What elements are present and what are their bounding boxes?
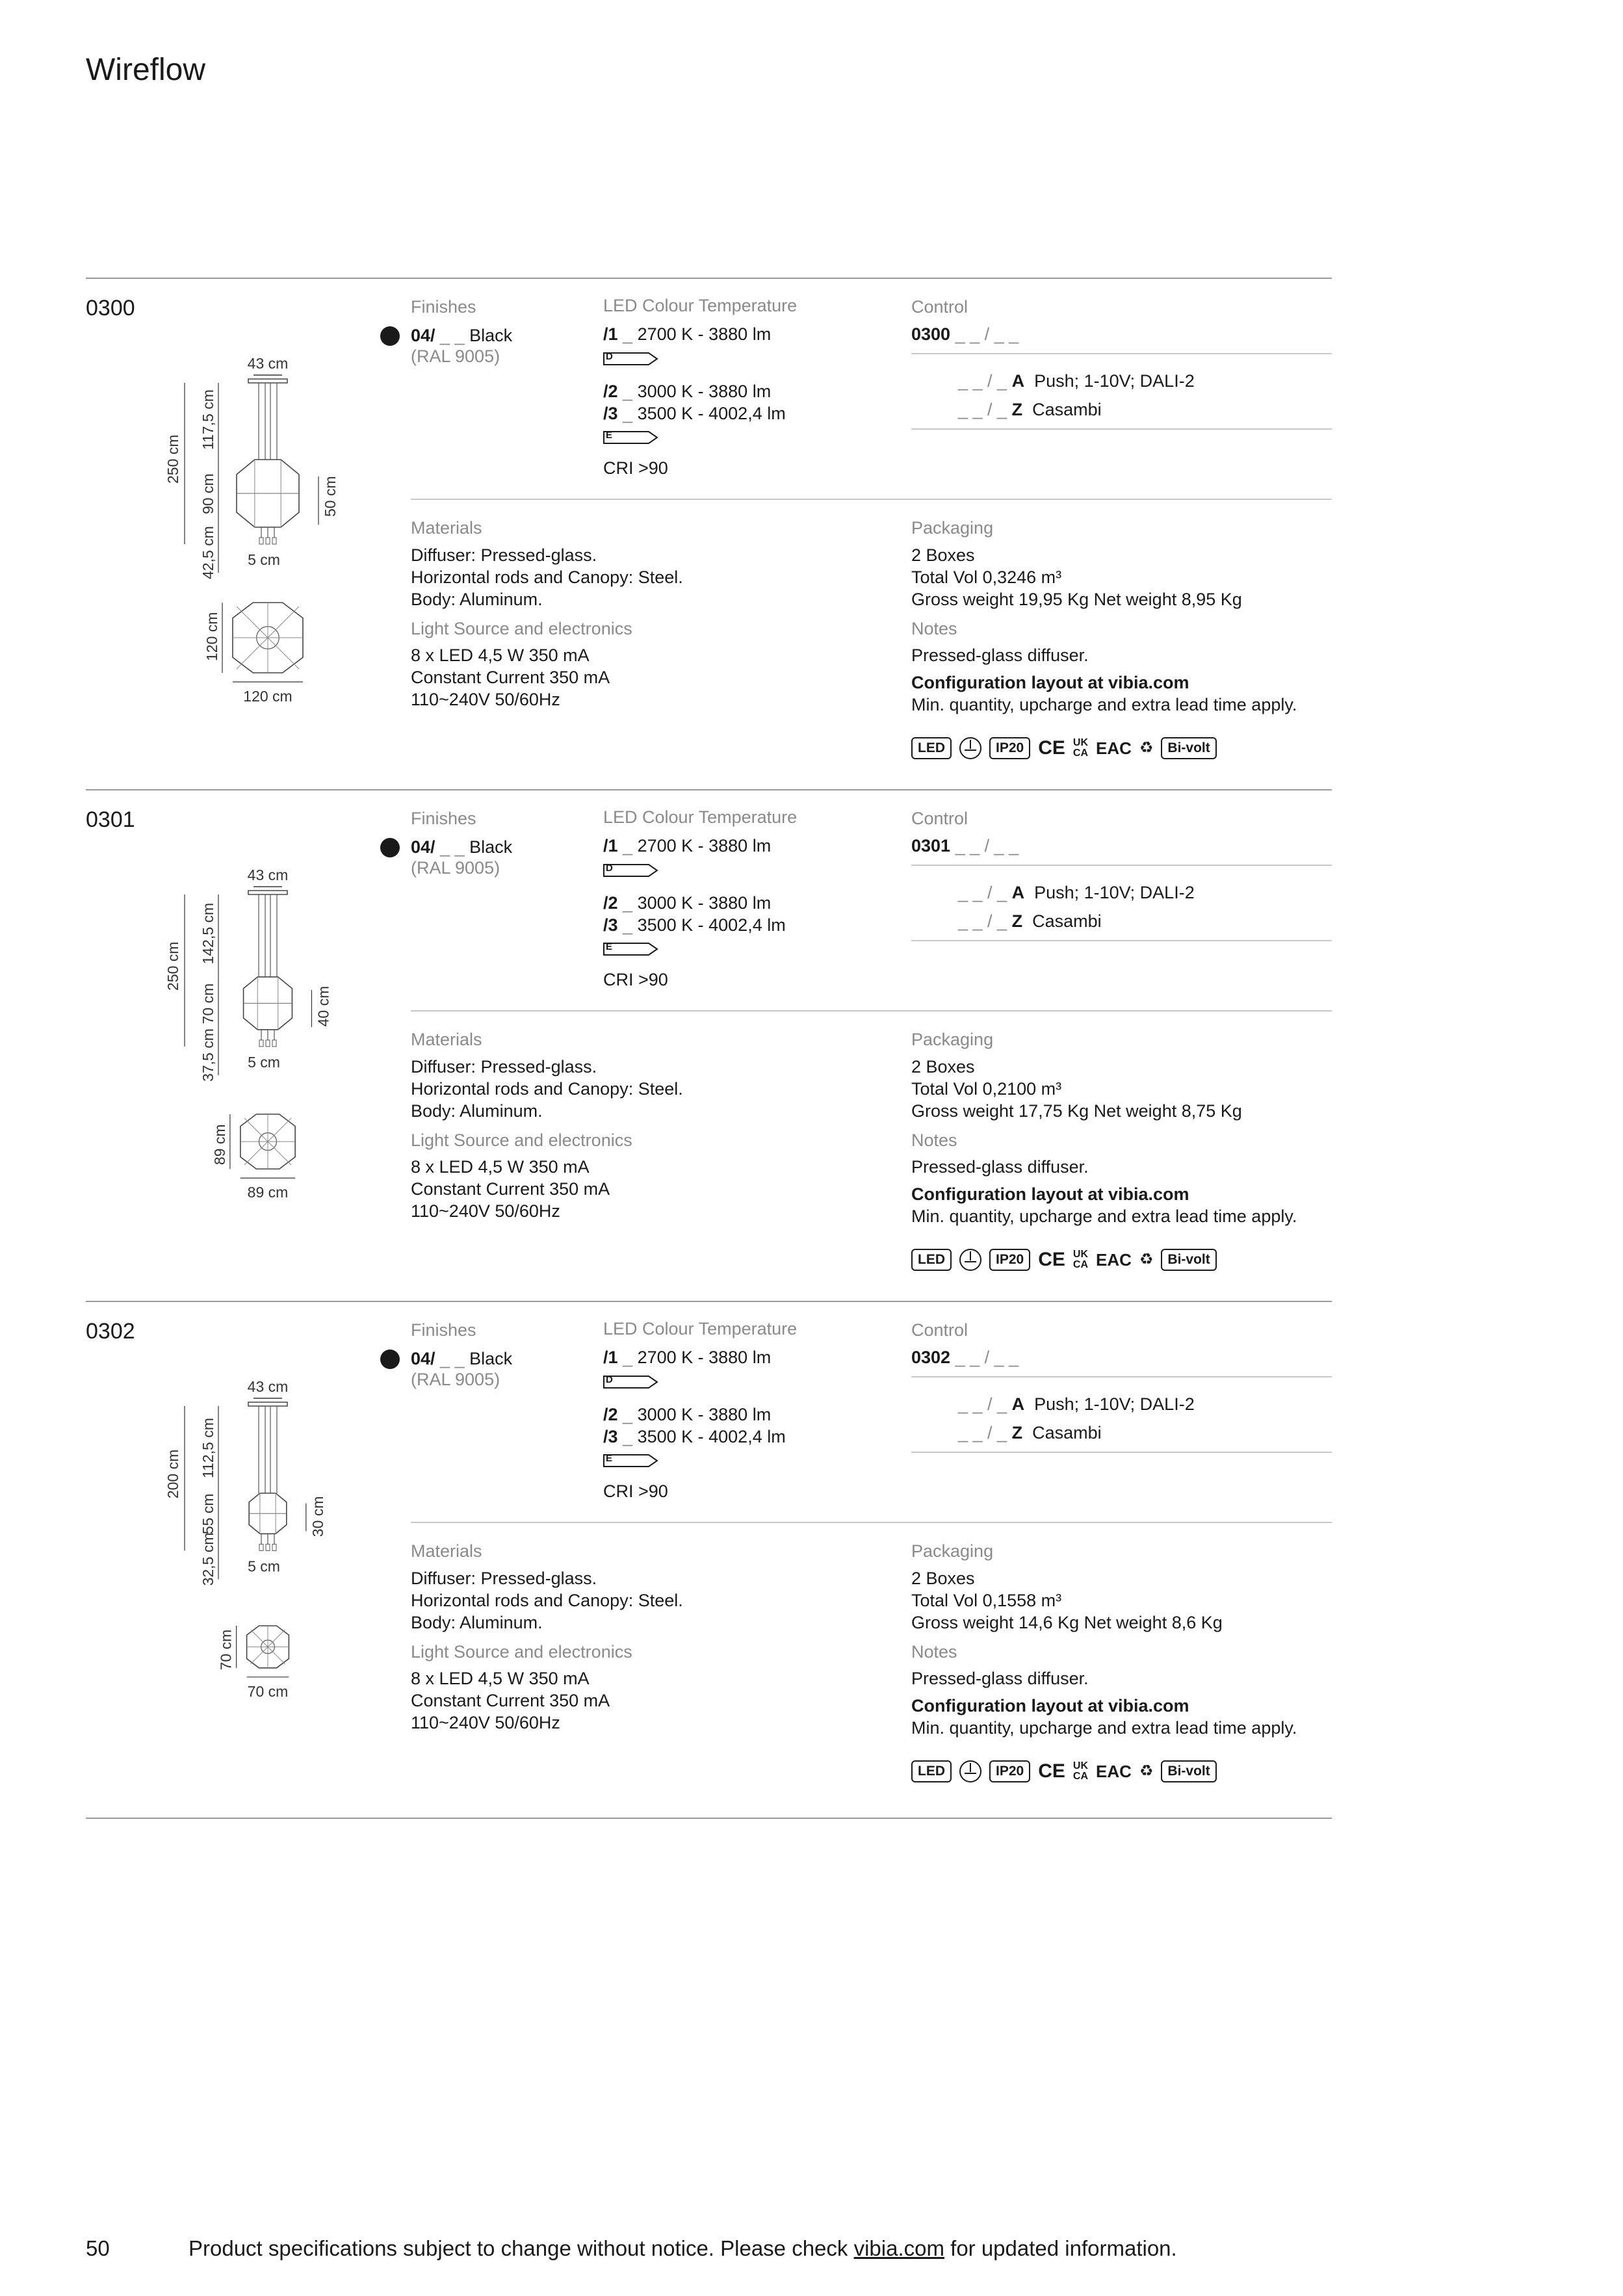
packaging-line: Total Vol 0,1558 m³ [911, 1591, 1062, 1610]
product-drawing [125, 355, 411, 705]
control-divider [911, 1376, 1332, 1377]
ip-rating-badge: IP20 [989, 1249, 1030, 1271]
packaging-line: 2 Boxes [911, 1569, 975, 1588]
materials-line: Diffuser: Pressed-glass. [411, 545, 597, 565]
section-divider [86, 1818, 1332, 1819]
page-title: Wireflow [86, 53, 206, 87]
spec-divider [411, 499, 1332, 500]
materials-line: Horizontal rods and Canopy: Steel. [411, 1591, 683, 1610]
notes-line: Pressed-glass diffuser. [911, 1669, 1089, 1688]
product-code: 0301 [86, 807, 135, 832]
dim-cable: 142,5 cm [200, 902, 216, 965]
spec-divider [411, 1522, 1332, 1523]
notes-heading: Notes [911, 1130, 957, 1150]
product-drawing [125, 867, 411, 1205]
packaging-heading: Packaging [911, 1030, 994, 1049]
energy-class-label: E [603, 431, 658, 444]
packaging-line: 2 Boxes [911, 545, 975, 565]
dim-side-height: 40 cm [315, 985, 332, 1027]
product-block [86, 1301, 1332, 1812]
control-option-z: _ _ / _ Z Casambi [958, 911, 1102, 931]
energy-class-label: D [603, 864, 658, 877]
bivolt-badge: Bi-volt [1161, 1249, 1216, 1271]
dim-top-width: 43 cm [247, 1378, 289, 1395]
dim-drop: 37,5 cm [200, 1028, 216, 1082]
notes-line: Pressed-glass diffuser. [911, 646, 1089, 665]
led-option-3: /3 _ 3500 K - 4002,4 lm [603, 1427, 786, 1446]
control-code: 0302 _ _ / _ _ [911, 1348, 1019, 1367]
dim-total-height: 250 cm [164, 434, 181, 484]
dim-plan-width: 89 cm [247, 1184, 289, 1201]
materials-line: Body: Aluminum. [411, 1613, 543, 1632]
light-source-line: 110~240V 50/60Hz [411, 1713, 560, 1732]
dim-top-width: 43 cm [247, 867, 289, 883]
led-badge: LED [911, 1249, 952, 1271]
control-divider [911, 940, 1332, 941]
led-option-2: /2 _ 3000 K - 3880 lm [603, 893, 772, 913]
footer [86, 2236, 1177, 2261]
certification-badges [911, 1758, 1217, 1784]
light-source-heading: Light Source and electronics [411, 619, 632, 638]
control-heading: Control [911, 1320, 968, 1340]
recycling-icon: ♻ [1139, 739, 1154, 757]
product-code: 0302 [86, 1319, 135, 1344]
control-heading: Control [911, 297, 968, 317]
product-divider [86, 789, 1332, 790]
page-number: 50 [86, 2236, 110, 2260]
packaging-heading: Packaging [911, 518, 994, 538]
cri-value: CRI >90 [603, 970, 668, 989]
ukca-mark-icon: UK CA [1072, 737, 1088, 759]
dim-body: 55 cm [200, 1493, 216, 1535]
ip-rating-badge: IP20 [989, 1760, 1030, 1782]
cri-value: CRI >90 [603, 458, 668, 478]
bivolt-badge: Bi-volt [1161, 1760, 1216, 1782]
eac-mark-icon: EAC [1096, 1762, 1132, 1781]
control-code: 0300 _ _ / _ _ [911, 324, 1019, 344]
materials-line: Horizontal rods and Canopy: Steel. [411, 567, 683, 587]
footer-text-end: for updated information. [944, 2236, 1177, 2260]
ukca-mark-icon: UK CA [1072, 1249, 1088, 1270]
energy-class-label: D [603, 352, 658, 365]
packaging-line: Total Vol 0,2100 m³ [911, 1079, 1062, 1099]
dimension-drawing [125, 1379, 411, 1717]
cri-value: CRI >90 [603, 1481, 668, 1501]
dim-bulb: 5 cm [248, 551, 280, 568]
finish-option: 04/ _ _ Black [411, 1349, 513, 1368]
dim-body: 70 cm [200, 983, 216, 1024]
packaging-line: Total Vol 0,3246 m³ [911, 567, 1062, 587]
control-option-z: _ _ / _ Z Casambi [958, 400, 1102, 419]
product-block [86, 278, 1332, 789]
finish-swatch [380, 326, 400, 346]
notes-config-link[interactable]: Configuration layout at vibia.com [911, 673, 1189, 692]
led-option-1: /1 _ 2700 K - 3880 lm [603, 1348, 772, 1367]
packaging-heading: Packaging [911, 1541, 994, 1561]
control-divider [911, 1452, 1332, 1453]
eac-mark-icon: EAC [1096, 1250, 1132, 1270]
notes-line: Min. quantity, upcharge and extra lead time apply. [911, 1718, 1297, 1738]
product-code: 0300 [86, 296, 135, 320]
control-option-a: _ _ / _ A Push; 1-10V; DALI-2 [958, 1394, 1195, 1414]
finishes-heading: Finishes [411, 297, 476, 317]
led-option-2: /2 _ 3000 K - 3880 lm [603, 1405, 772, 1424]
materials-line: Body: Aluminum. [411, 1101, 543, 1121]
bivolt-badge: Bi-volt [1161, 737, 1216, 759]
certification-badges [911, 1247, 1217, 1273]
control-heading: Control [911, 809, 968, 828]
dim-plan-height: 120 cm [203, 612, 220, 661]
dim-total-height: 200 cm [164, 1449, 181, 1499]
dimension-drawing [125, 867, 411, 1205]
dim-top-width: 43 cm [247, 355, 289, 372]
materials-heading: Materials [411, 518, 482, 538]
finish-ral: (RAL 9005) [411, 858, 500, 878]
light-source-heading: Light Source and electronics [411, 1642, 632, 1662]
control-option-a: _ _ / _ A Push; 1-10V; DALI-2 [958, 371, 1195, 391]
finish-swatch [380, 1350, 400, 1369]
ce-mark-icon: CE [1038, 737, 1065, 759]
dim-bulb: 5 cm [248, 1558, 280, 1575]
light-source-line: 110~240V 50/60Hz [411, 1201, 560, 1221]
finish-option: 04/ _ _ Black [411, 326, 513, 345]
materials-heading: Materials [411, 1030, 482, 1049]
notes-line: Pressed-glass diffuser. [911, 1157, 1089, 1177]
led-temp-heading: LED Colour Temperature [603, 807, 798, 827]
materials-line: Diffuser: Pressed-glass. [411, 1057, 597, 1076]
recycling-icon: ♻ [1139, 1762, 1154, 1780]
led-option-1: /1 _ 2700 K - 3880 lm [603, 836, 772, 855]
dim-cable: 112,5 cm [200, 1418, 216, 1478]
light-source-line: Constant Current 350 mA [411, 1179, 610, 1199]
ce-mark-icon: CE [1038, 1760, 1065, 1782]
product-drawing [125, 1379, 411, 1717]
light-source-line: 8 x LED 4,5 W 350 mA [411, 1669, 590, 1688]
dim-body: 90 cm [200, 473, 216, 514]
notes-heading: Notes [911, 619, 957, 638]
ce-mark-icon: CE [1038, 1249, 1065, 1270]
footer-link[interactable]: vibia.com [853, 2236, 944, 2260]
product-divider [86, 278, 1332, 279]
finishes-heading: Finishes [411, 1320, 476, 1340]
eac-mark-icon: EAC [1096, 738, 1132, 758]
led-option-3: /3 _ 3500 K - 4002,4 lm [603, 915, 786, 935]
light-source-line: Constant Current 350 mA [411, 1691, 610, 1710]
control-code: 0301 _ _ / _ _ [911, 836, 1019, 855]
dim-drop: 32,5 cm [200, 1532, 216, 1586]
led-badge: LED [911, 1760, 952, 1782]
dimension-drawing [125, 355, 411, 705]
control-divider [911, 428, 1332, 430]
control-divider [911, 353, 1332, 354]
notes-config-link[interactable]: Configuration layout at vibia.com [911, 1696, 1189, 1715]
energy-class-label: E [603, 943, 658, 956]
dim-plan-height: 89 cm [211, 1124, 228, 1166]
finish-ral: (RAL 9005) [411, 346, 500, 366]
led-temp-heading: LED Colour Temperature [603, 1319, 798, 1338]
light-source-heading: Light Source and electronics [411, 1130, 632, 1150]
control-divider [911, 865, 1332, 866]
materials-heading: Materials [411, 1541, 482, 1561]
packaging-line: 2 Boxes [911, 1057, 975, 1076]
ip-rating-badge: IP20 [989, 737, 1030, 759]
recycling-icon: ♻ [1139, 1251, 1154, 1268]
led-option-2: /2 _ 3000 K - 3880 lm [603, 382, 772, 401]
dim-drop: 42,5 cm [200, 526, 216, 579]
dim-bulb: 5 cm [248, 1053, 280, 1071]
materials-line: Body: Aluminum. [411, 590, 543, 609]
light-source-line: 8 x LED 4,5 W 350 mA [411, 1157, 590, 1177]
materials-line: Diffuser: Pressed-glass. [411, 1569, 597, 1588]
dim-plan-width: 120 cm [243, 688, 292, 705]
energy-class-label: E [603, 1454, 658, 1467]
dim-total-height: 250 cm [164, 941, 181, 991]
finish-option: 04/ _ _ Black [411, 837, 513, 857]
light-source-line: 110~240V 50/60Hz [411, 690, 560, 709]
finishes-heading: Finishes [411, 809, 476, 828]
control-option-z: _ _ / _ Z Casambi [958, 1423, 1102, 1442]
finish-swatch [380, 838, 400, 857]
spec-divider [411, 1010, 1332, 1011]
notes-heading: Notes [911, 1642, 957, 1662]
product-block [86, 789, 1332, 1301]
notes-line: Min. quantity, upcharge and extra lead time apply. [911, 695, 1297, 714]
ukca-mark-icon: UK CA [1072, 1760, 1088, 1782]
dim-side-height: 50 cm [322, 476, 339, 517]
led-option-3: /3 _ 3500 K - 4002,4 lm [603, 404, 786, 423]
dim-cable: 117,5 cm [200, 389, 216, 450]
light-source-line: Constant Current 350 mA [411, 668, 610, 687]
packaging-line: Gross weight 14,6 Kg Net weight 8,6 Kg [911, 1613, 1223, 1632]
dim-plan-width: 70 cm [247, 1682, 289, 1700]
dim-plan-height: 70 cm [217, 1629, 235, 1671]
class-ii-icon [959, 1760, 981, 1782]
footer-text: Product specifications subject to change without notice. Please check [188, 2236, 854, 2260]
class-ii-icon [959, 1249, 981, 1271]
led-temp-heading: LED Colour Temperature [603, 296, 798, 315]
light-source-line: 8 x LED 4,5 W 350 mA [411, 646, 590, 665]
packaging-line: Gross weight 17,75 Kg Net weight 8,75 Kg [911, 1101, 1242, 1121]
control-option-a: _ _ / _ A Push; 1-10V; DALI-2 [958, 883, 1195, 902]
notes-config-link[interactable]: Configuration layout at vibia.com [911, 1184, 1189, 1204]
materials-line: Horizontal rods and Canopy: Steel. [411, 1079, 683, 1099]
led-badge: LED [911, 737, 952, 759]
packaging-line: Gross weight 19,95 Kg Net weight 8,95 Kg [911, 590, 1242, 609]
class-ii-icon [959, 737, 981, 759]
dim-side-height: 30 cm [309, 1496, 326, 1537]
product-divider [86, 1301, 1332, 1302]
led-option-1: /1 _ 2700 K - 3880 lm [603, 324, 772, 344]
energy-class-label: D [603, 1376, 658, 1389]
notes-line: Min. quantity, upcharge and extra lead time apply. [911, 1207, 1297, 1226]
finish-ral: (RAL 9005) [411, 1370, 500, 1389]
certification-badges [911, 735, 1217, 761]
